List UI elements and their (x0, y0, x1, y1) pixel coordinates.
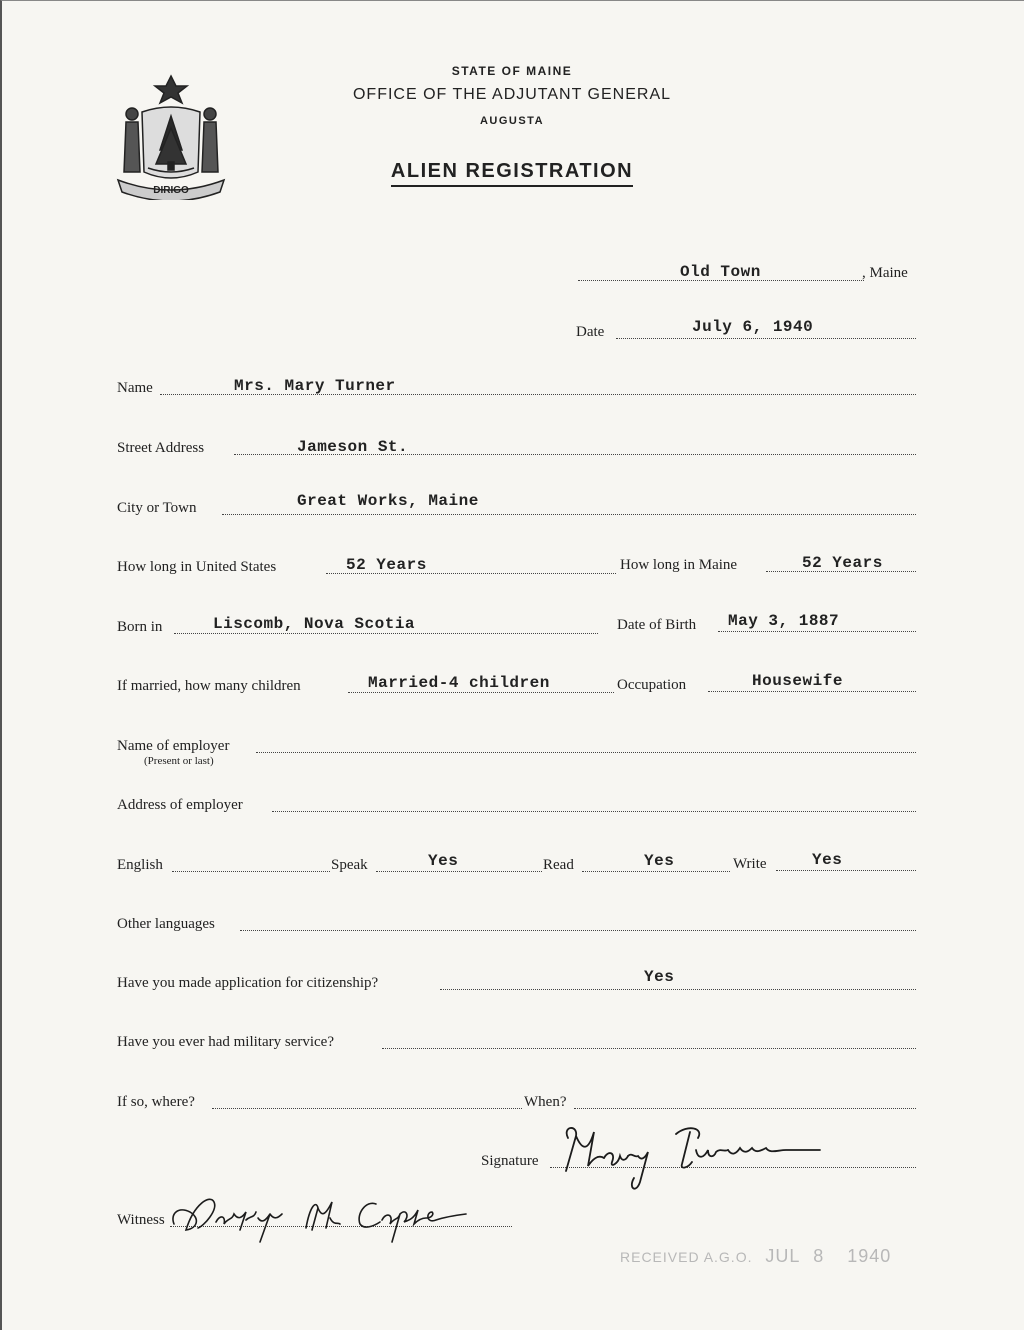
citizenship-value[interactable]: Yes (644, 968, 675, 986)
military-line (382, 1048, 916, 1049)
dob-value[interactable]: May 3, 1887 (728, 612, 840, 630)
town-value[interactable]: Old Town (680, 263, 761, 281)
dob-line (718, 631, 916, 632)
when-label: When? (524, 1094, 567, 1110)
received-stamp (620, 1246, 891, 1267)
office-heading: OFFICE OF THE ADJUTANT GENERAL (352, 86, 672, 103)
city-value[interactable]: Great Works, Maine (297, 492, 479, 510)
witness-label: Witness (117, 1212, 165, 1228)
svg-text:DIRIGO: DIRIGO (153, 185, 189, 196)
stamp-day: 8 (813, 1246, 825, 1266)
born-label: Born in (117, 619, 163, 635)
witness-handwriting (170, 1184, 490, 1244)
city-line (222, 514, 916, 515)
signature-label: Signature (481, 1153, 539, 1169)
born-value[interactable]: Liscomb, Nova Scotia (213, 615, 416, 633)
signature-handwriting (548, 1116, 838, 1198)
children-value[interactable]: Married-4 children (368, 674, 550, 692)
write-value[interactable]: Yes (812, 851, 843, 869)
children-label: If married, how many children (117, 678, 301, 694)
us-duration-value[interactable]: 52 Years (346, 556, 427, 574)
maine-duration-value[interactable]: 52 Years (802, 554, 883, 572)
date-line (616, 338, 916, 339)
occupation-value[interactable]: Housewife (752, 672, 843, 690)
dob-label: Date of Birth (617, 617, 697, 633)
street-value[interactable]: Jameson St. (297, 438, 409, 456)
employer-sublabel: (Present or last) (144, 755, 214, 767)
date-value[interactable]: July 6, 1940 (692, 318, 814, 336)
maine-duration-label: How long in Maine (620, 557, 738, 573)
date-label: Date (576, 324, 605, 340)
where-label: If so, where? (117, 1094, 195, 1110)
write-label: Write (733, 856, 767, 872)
employer-label: Name of employer (117, 738, 230, 754)
occupation-label: Occupation (617, 677, 687, 693)
stamp-month: JUL (765, 1246, 801, 1266)
read-value[interactable]: Yes (644, 852, 675, 870)
name-value[interactable]: Mrs. Mary Turner (234, 377, 396, 395)
employer-address-label: Address of employer (117, 797, 243, 813)
state-heading: STATE OF MAINE (451, 64, 573, 78)
name-label: Name (117, 380, 153, 396)
city-label: City or Town (117, 500, 197, 516)
occupation-line (708, 691, 916, 692)
employer-line (256, 752, 916, 753)
read-line (582, 871, 730, 872)
citizenship-label: Have you made application for citizenship? (117, 975, 379, 991)
read-label: Read (543, 857, 574, 873)
street-label: Street Address (117, 440, 205, 456)
write-line (776, 870, 916, 871)
english-line (172, 871, 330, 872)
military-label: Have you ever had military service? (117, 1034, 334, 1050)
where-line (212, 1108, 522, 1109)
form-title: ALIEN REGISTRATION (0, 160, 1024, 183)
other-languages-label: Other languages (117, 916, 215, 932)
children-line (348, 692, 614, 693)
speak-value[interactable]: Yes (428, 852, 459, 870)
english-label: English (117, 857, 163, 873)
us-duration-label: How long in United States (117, 559, 277, 575)
city-heading: AUGUSTA (479, 115, 545, 127)
born-line (174, 633, 598, 634)
employer-address-line (272, 811, 916, 812)
citizenship-line (440, 989, 916, 990)
speak-label: Speak (331, 857, 368, 873)
when-line (574, 1108, 916, 1109)
speak-line (376, 871, 542, 872)
town-suffix: , Maine (862, 265, 908, 281)
stamp-year: 1940 (847, 1246, 892, 1266)
stamp-text: RECEIVED A.G.O. (620, 1249, 753, 1265)
other-languages-line (240, 930, 916, 931)
